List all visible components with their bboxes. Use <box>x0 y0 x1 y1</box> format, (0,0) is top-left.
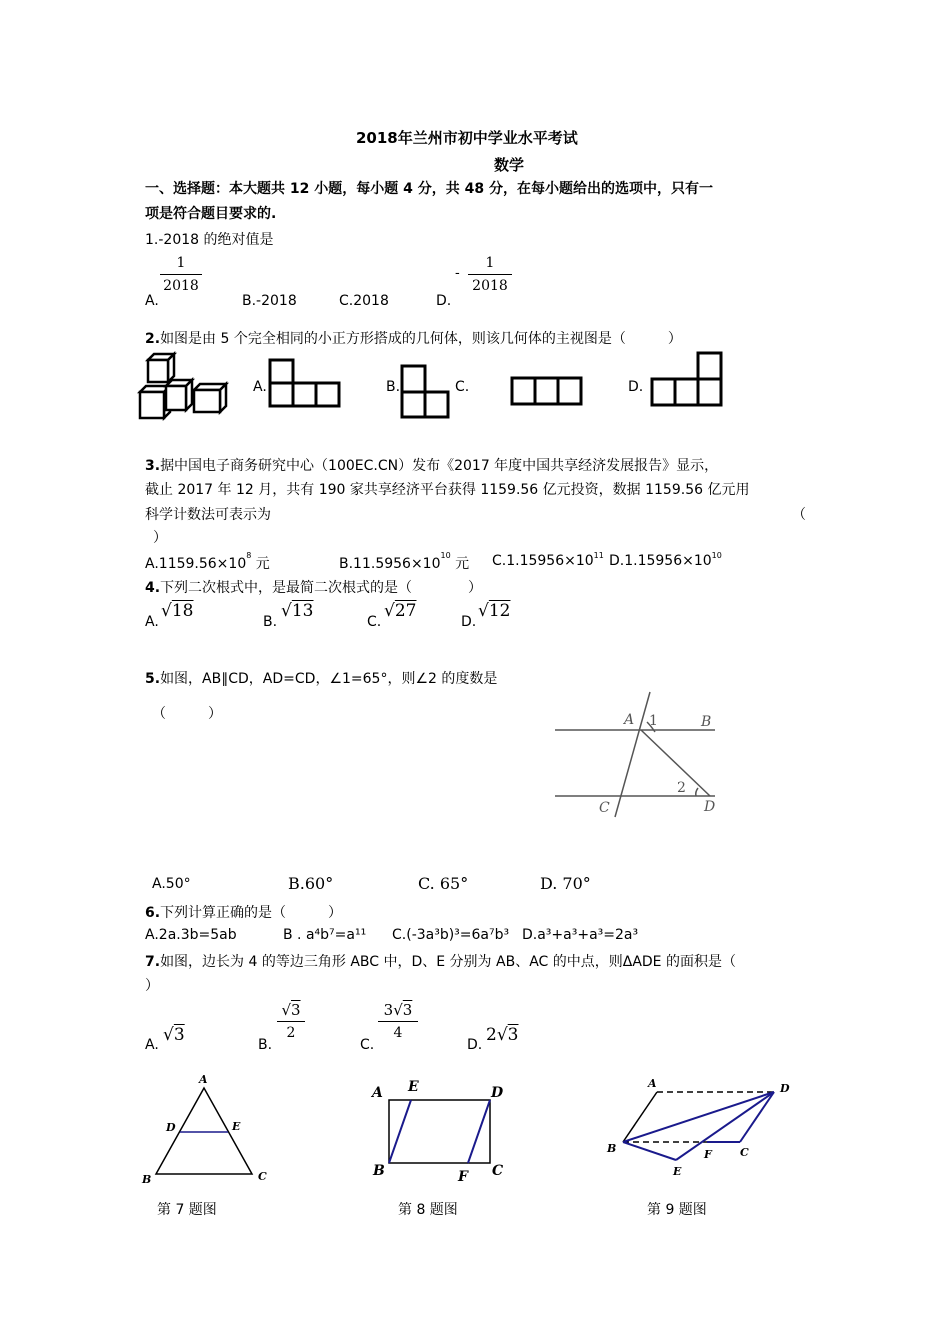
fig9-label-C: C <box>740 1146 749 1159</box>
q4-stem <box>145 577 482 597</box>
q6-number: 6. <box>145 905 161 921</box>
q1-a-numerator: 1 <box>176 255 186 271</box>
q6-option-c: C.(-3a³b)³=6a⁷b³ <box>392 927 510 943</box>
q1-option-b: B.-2018 <box>242 293 297 309</box>
q2-option-d-label: D. <box>628 379 644 395</box>
fig7-triangle <box>140 1068 280 1186</box>
q3-paren-open: （ <box>792 507 806 523</box>
fig8-rectangle <box>368 1075 508 1187</box>
q2-option-a-figure <box>268 358 343 408</box>
q6-option-a: A.2a.3b=5ab <box>145 927 237 943</box>
q6-text: 下列计算正确的是（ ） <box>160 905 343 921</box>
q7-option-d-label: D. <box>467 1037 483 1053</box>
q4-option-a-label: A. <box>145 614 159 630</box>
q3-paren-close: ） <box>153 530 167 546</box>
q3-text-line1: 据中国电子商务研究中心（100EC.CN）发布《2017 年度中国共享经济发展报告》显示， <box>160 458 719 474</box>
q4-option-a-radical: √18 <box>161 601 194 621</box>
q3-option-c: $C.1.15956\times 10^{11}$ <box>492 551 604 569</box>
q4-number: 4. <box>145 580 161 596</box>
q3-option-d: $D.1.15956\times 10^{10}$ <box>609 551 722 569</box>
q2-option-d-figure <box>650 351 726 409</box>
q5-label-C: C <box>599 800 610 816</box>
fig9-caption: 第 9 题图 <box>647 1202 707 1218</box>
q1-option-c: C.2018 <box>339 293 389 309</box>
q6-option-d: D.a³+a³+a³=2a³ <box>522 927 639 943</box>
q5-label-1: 1 <box>649 713 658 729</box>
fig9-parallelogram <box>604 1072 804 1184</box>
q5-label-D: D <box>704 799 716 815</box>
fig7-label-C: C <box>258 1170 267 1183</box>
q5-label-2: 2 <box>677 780 686 796</box>
q5-label-B: B <box>701 714 712 730</box>
q4-option-d-label: D. <box>461 614 477 630</box>
q7-option-b-fraction: √3 2 <box>277 999 305 1044</box>
q7-number: 7. <box>145 954 161 970</box>
q4-option-b-radical: √13 <box>281 601 314 621</box>
q1-a-denominator: 2018 <box>163 278 199 294</box>
q6-option-b: B . a⁴b⁷=a¹¹ <box>283 927 367 943</box>
fig9-label-E: E <box>673 1165 682 1178</box>
fig7-caption: 第 7 题图 <box>157 1202 217 1218</box>
fig8-label-B: B <box>373 1163 385 1179</box>
q2-option-c-figure <box>510 376 584 408</box>
fig8-label-F: F <box>458 1169 468 1185</box>
fig8-label-C: C <box>492 1163 504 1179</box>
fig9-label-F: F <box>704 1148 712 1161</box>
q5-option-a: A.50° <box>152 876 191 892</box>
q7-option-a-radical: √3 <box>163 1025 185 1045</box>
q3-line2: 截止 2017 年 12 月，共有 190 家共享经济平台获得 1159.56 亿元投资，数据 1159.56 亿元用 <box>145 482 750 498</box>
q7-option-b-label: B. <box>258 1037 273 1053</box>
q3-option-b: $B.11.5956\times 10^{10}$ 元 <box>339 551 470 572</box>
q4-option-d-radical: √12 <box>478 601 511 621</box>
q3-line3: 科学计数法可表示为 <box>145 507 271 523</box>
q1-option-a-fraction <box>160 252 202 297</box>
fig7-label-E: E <box>232 1120 241 1133</box>
subject-title: 数学 <box>494 156 525 174</box>
q2-stem <box>145 328 682 348</box>
q2-text: 如图是由 5 个完全相同的小正方形搭成的几何体，则该几何体的主视图是（ ） <box>160 331 682 347</box>
fig8-label-A: A <box>372 1085 383 1101</box>
q7-option-d-radical: 2√3 <box>486 1025 519 1045</box>
q3-line1 <box>145 455 718 475</box>
fig7-label-D: D <box>166 1121 176 1134</box>
fig8-caption: 第 8 题图 <box>398 1202 458 1218</box>
fig7-label-A: A <box>199 1073 208 1086</box>
q2-number: 2. <box>145 331 161 347</box>
q2-option-b-figure <box>400 364 452 420</box>
q7-option-c-fraction: 3√3 4 <box>378 999 418 1044</box>
q5-stem <box>145 668 497 688</box>
q4-text: 下列二次根式中，是最简二次根式的是（ ） <box>160 580 483 596</box>
q5-number: 5. <box>145 671 161 687</box>
q1-option-d-fraction <box>468 252 512 297</box>
fig8-label-E: E <box>408 1079 419 1095</box>
fig7-label-B: B <box>142 1173 152 1186</box>
q1-option-a-label: A. <box>145 293 159 309</box>
q7-option-c-label: C. <box>360 1037 375 1053</box>
q5-figure <box>555 692 720 822</box>
q7-text: 如图，边长为 4 的等边三角形 ABC 中，D、E 分别为 AB、AC 的中点，则ΔADE 的面积是（ <box>160 954 736 970</box>
q6-stem <box>145 902 342 922</box>
q5-text: 如图，AB∥CD，AD=CD，∠1=65°，则∠2 的度数是 <box>160 671 498 687</box>
q1-stem: 1.-2018 的绝对值是 <box>145 232 274 248</box>
fig9-label-D: D <box>780 1082 790 1095</box>
q5-option-c: C. 65° <box>418 874 469 893</box>
q5-label-A: A <box>624 712 635 728</box>
q7-stem <box>145 951 736 971</box>
fig8-label-D: D <box>491 1085 504 1101</box>
q4-option-b-label: B. <box>263 614 278 630</box>
section-heading-line1: 一、选择题：本大题共 12 小题，每小题 4 分，共 48 分，在每小题给出的选项中，只有一 <box>145 181 713 197</box>
q4-option-c-radical: √27 <box>384 601 417 621</box>
q5-option-d: D. 70° <box>540 874 591 893</box>
q1-option-d-label: D. <box>436 293 452 309</box>
q5-paren: （ ） <box>152 706 222 722</box>
q7-option-a-label: A. <box>145 1037 159 1053</box>
section-heading-line2: 项是符合题目要求的. <box>145 206 277 222</box>
fig9-label-A: A <box>648 1077 657 1090</box>
q3-option-a: $A.1159.56\times 10^8$ 元 <box>145 551 270 572</box>
q2-option-b-label: B. <box>386 379 401 395</box>
q1-d-numerator: 1 <box>485 255 495 271</box>
q3-number: 3. <box>145 458 161 474</box>
q1-d-minus: - <box>455 265 460 281</box>
q5-option-b: B.60° <box>288 874 334 893</box>
q2-option-c-label: C. <box>455 379 470 395</box>
q2-3d-cubes-figure <box>136 352 236 422</box>
exam-title: 2018年兰州市初中学业水平考试 <box>356 129 578 147</box>
q1-d-denominator: 2018 <box>472 278 508 294</box>
fig9-label-B: B <box>607 1142 617 1155</box>
q2-option-a-label: A. <box>253 379 267 395</box>
q4-option-c-label: C. <box>367 614 382 630</box>
q7-paren-close: ） <box>145 978 159 994</box>
